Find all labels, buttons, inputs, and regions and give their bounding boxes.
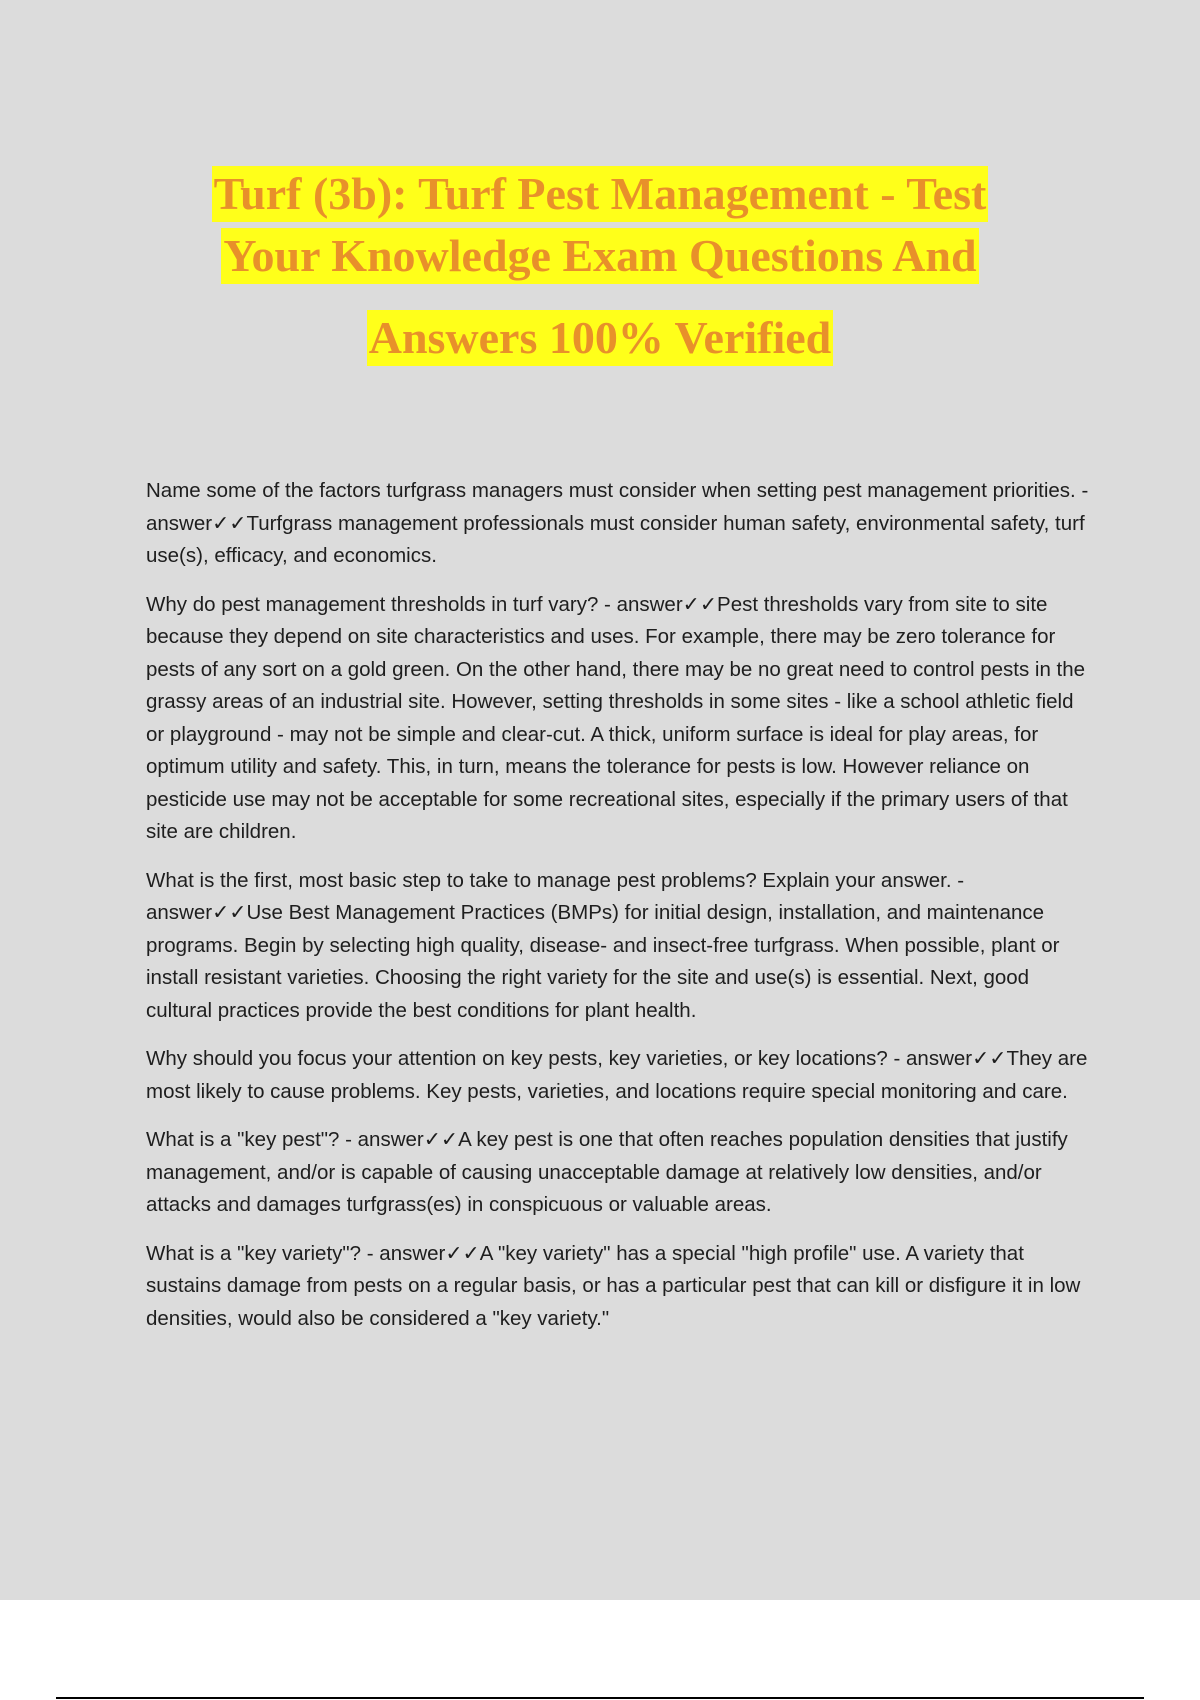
title-line-1: Turf (3b): Turf Pest Management - Test — [212, 166, 989, 222]
qa-item-key-focus: Why should you focus your attention on key pests, key varieties, or key locations? - answer✓✓They are most likely to cause problems. Key pests, varieties, and locations require special monitoring and care. — [146, 1047, 1088, 1103]
title-line-3: Answers 100% Verified — [367, 310, 834, 366]
qa-item-key-pest: What is a "key pest"? - answer✓✓A key pest is one that often reaches population densities that justify management, and/or is capable of causing unacceptable damage at relatively low densities, and/or attacks and damages turfgrass(es) in conspicuous or valuable areas. — [146, 1128, 1068, 1216]
qa-list — [146, 475, 1096, 1351]
qa-item-key-variety: What is a "key variety"? - answer✓✓A "key variety" has a special "high profile" use. A variety that sustains damage from pests on a regular basis, or has a particular pest that can kill or disfigure it in low densities, would also be considered a "key variety." — [146, 1241, 1081, 1330]
title-line-2: Your Knowledge Exam Questions And — [221, 228, 978, 284]
qa-item-threshold-variation: Why do pest management thresholds in turf vary? - answer✓✓Pest thresholds vary from site to site because they depend on site characteristics and uses. For example, there may be zero tolerance for pests of any sort on a gold green. On the other hand, there may be no great need to control pests in the grassy areas of an industrial site. However, setting thresholds in some sites - like a school athletic field or playground - may not be simple and clear-cut. A thick, uniform surface is ideal for play areas, for optimum utility and safety. This, in turn, means the tolerance for pests is low. However reliance on pesticide use may not be acceptable for some recreational sites, especially if the primary users of that site are children. — [146, 592, 1086, 843]
qa-item-pest-management-priorities: Name some of the factors turfgrass managers must consider when setting pest management priorities. - answer✓✓Turfgrass management professionals must consider human safety, environmental safety, turf use(s), efficacy, and economics. — [146, 479, 1089, 567]
qa-item-first-basic-step: What is the first, most basic step to take to manage pest problems? Explain your answer. - answer✓✓Use Best Management Practices (BMPs) for initial design, installation, and maintenance programs. Begin by selecting high quality, disease- and insect-free turfgrass. When possible, plant or install resistant varieties. Choosing the right variety for the site and use(s) is essential. Next, good cultural practices provide the best conditions for plant health. — [146, 868, 1060, 1022]
page-divider — [56, 1697, 1144, 1699]
document-title — [0, 166, 1200, 372]
